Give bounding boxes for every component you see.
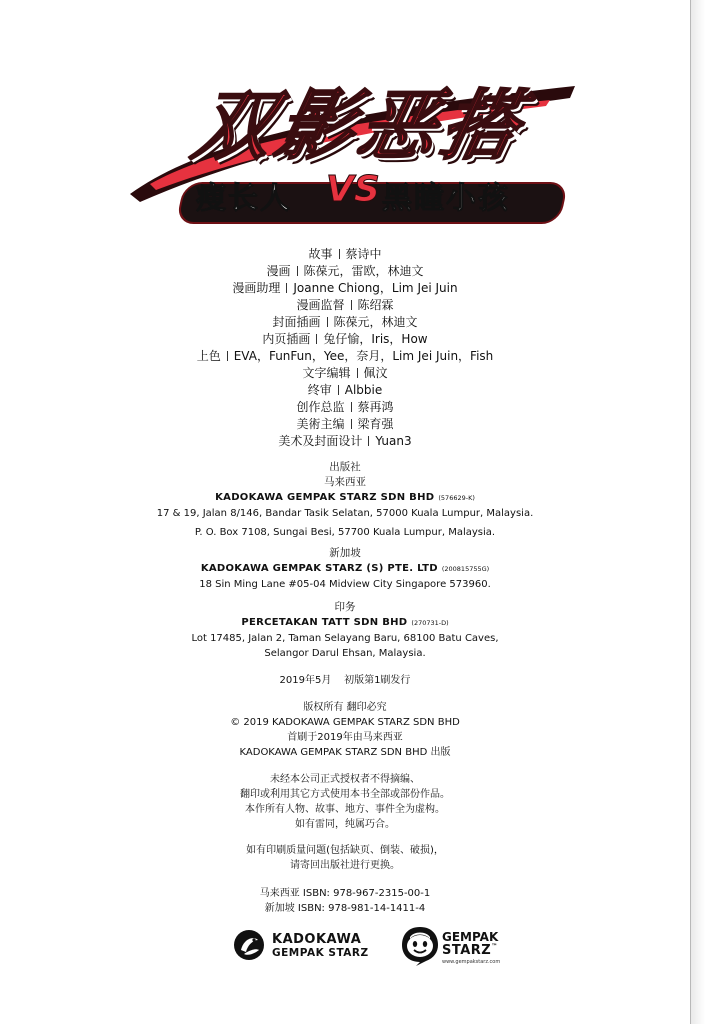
credit-label: 漫画监督 [296,298,345,312]
credit-label: 故事 [308,247,333,261]
separator [316,334,317,344]
separator [368,436,369,446]
gempak-mascot-icon [400,925,440,967]
copyright-line-4: KADOKAWA GEMPAK STARZ SDN BHD 出版 [239,747,451,758]
printer-address-2: Selangor Darul Ehsan, Malaysia. [264,648,426,659]
gs-url: www.gempakstarz.com [442,959,501,965]
publisher-heading: 出版社 [329,461,361,473]
credit-line [0,280,690,297]
copyright-line-1: 版权所有 翻印必究 [303,702,387,713]
trademark-mark: ™ [491,943,498,950]
kadokawa-emblem-icon [232,928,266,962]
isbn-singapore: 新加坡 ISBN: 978-981-14-1411-4 [264,903,426,914]
copyright-line-2: © 2019 KADOKAWA GEMPAK STARZ SDN BHD [230,717,460,728]
credit-value: 陈绍霖 [357,298,394,312]
separator [338,385,339,395]
notice-line-2: 翻印或利用其它方式使用本书全部或部份作品。 [240,789,450,800]
credit-value: Albbie [344,383,383,397]
credit-label: 封面插画 [272,315,321,329]
separator [351,300,352,310]
defect-section [0,843,690,873]
credit-value: Joanne Chiong，Lim Jei Juin [293,281,458,295]
kgs-line-1: KADOKAWA [272,932,362,947]
malaysia-address-1: 17 & 19, Jalan 8/146, Bandar Tasik Selatan, 57000 Kuala Lumpur, Malaysia. [156,508,534,519]
credit-value: 陈葆元，林迪文 [333,315,418,329]
notice-line-1: 未经本公司正式授权者不得摘编、 [270,774,420,785]
credit-value: EVA，FunFun，Yee，奈月，Lim Jei Juin，Fish [233,349,494,363]
credit-line [0,382,690,399]
singapore-reg: (200815755G) [441,565,490,573]
credit-line [0,297,690,314]
isbn-malaysia: 马来西亚 ISBN: 978-967-2315-00-1 [259,888,431,899]
edition-line: 2019年5月 初版第1刷发行 [279,675,411,686]
credit-value: 佩汶 [363,366,388,380]
gs-wordmark: STARZ [442,943,492,958]
singapore-address: 18 Sin Ming Lane #05-04 Midview City Singapore 573960. [199,579,491,590]
credit-label: 上色 [196,349,221,363]
malaysia-company: KADOKAWA GEMPAK STARZ SDN BHD [215,492,435,503]
subtitle-left: 瘦长人 [196,181,292,216]
copyright-line-3: 首刷于2019年由马来西亚 [287,732,403,743]
credit-label: 漫画助理 [232,281,281,295]
separator [286,283,287,293]
publisher-section [0,460,690,540]
separator [351,402,352,412]
separator [227,351,228,361]
singapore-section [0,546,690,592]
malaysia-company-line [0,490,690,506]
singapore-company: KADOKAWA GEMPAK STARZ (S) PTE. LTD [200,563,438,574]
credit-line [0,416,690,433]
credit-value: 蔡再鸿 [357,400,394,414]
credit-line [0,314,690,331]
malaysia-label: 马来西亚 [324,476,366,488]
singapore-label: 新加坡 [329,547,361,559]
edition-section [0,673,690,688]
malaysia-reg: (576629-K) [438,494,475,502]
singapore-company-line [0,561,690,577]
defect-line-1: 如有印刷质量问题(包括缺页、倒装、破损)， [246,845,444,856]
credit-label: 创作总监 [296,400,345,414]
credit-label: 漫画 [266,264,291,278]
notice-section [0,772,690,832]
page-edge-shadow [691,0,705,1024]
credit-label: 文字编辑 [302,366,351,380]
credit-label: 内页插画 [262,332,311,346]
credit-label: 终审 [307,383,332,397]
credit-value: 梁育强 [357,417,394,431]
printer-address-1: Lot 17485, Jalan 2, Taman Selayang Baru, 68100 Batu Caves, [191,633,499,644]
credit-line [0,246,690,263]
separator [357,368,358,378]
notice-line-4: 如有雷同，纯属巧合。 [295,819,395,830]
printer-company-line [0,615,690,631]
kadokawa-gempak-starz-logo [232,928,382,968]
printer-company: PERCETAKAN TATT SDN BHD [241,617,408,628]
printer-reg: (270731-D) [411,619,449,627]
gs-line-1: GEMPAK [442,930,499,944]
book-title: 双影恶搭 [186,81,534,170]
gempak-starz-logo [400,925,510,971]
notice-line-3: 本作所有人物、故事、地方、事件全为虚构。 [245,804,445,815]
credit-value: 蔡诗中 [345,247,382,261]
malaysia-address-2: P. O. Box 7108, Sungai Besi, 57700 Kuala Lumpur, Malaysia. [194,527,496,538]
credit-line [0,433,690,450]
subtitle-right: 黑瞳小孩 [382,181,510,216]
credit-value: Yuan3 [375,434,412,448]
kgs-line-2: GEMPAK STARZ [272,947,369,959]
credit-label: 美术及封面设计 [278,434,363,448]
copyright-section [0,700,690,760]
credit-label: 美術主编 [296,417,345,431]
title-logo [120,74,580,234]
credit-line [0,399,690,416]
credit-line [0,263,690,280]
separator [339,249,340,259]
vs-badge: VS [326,169,380,210]
printer-heading: 印务 [334,601,356,613]
credit-line [0,365,690,382]
gs-line-2 [442,943,498,958]
credit-line [0,348,690,365]
credit-value: 兔仔愉，Iris，How [323,332,428,346]
isbn-section [0,886,690,916]
credits-list [0,246,690,450]
separator [297,266,298,276]
credit-line [0,331,690,348]
separator [327,317,328,327]
credit-value: 陈葆元，雷欧，林迪文 [303,264,424,278]
printer-section [0,600,690,661]
separator [351,419,352,429]
defect-line-2: 请寄回出版社进行更换。 [290,860,400,871]
